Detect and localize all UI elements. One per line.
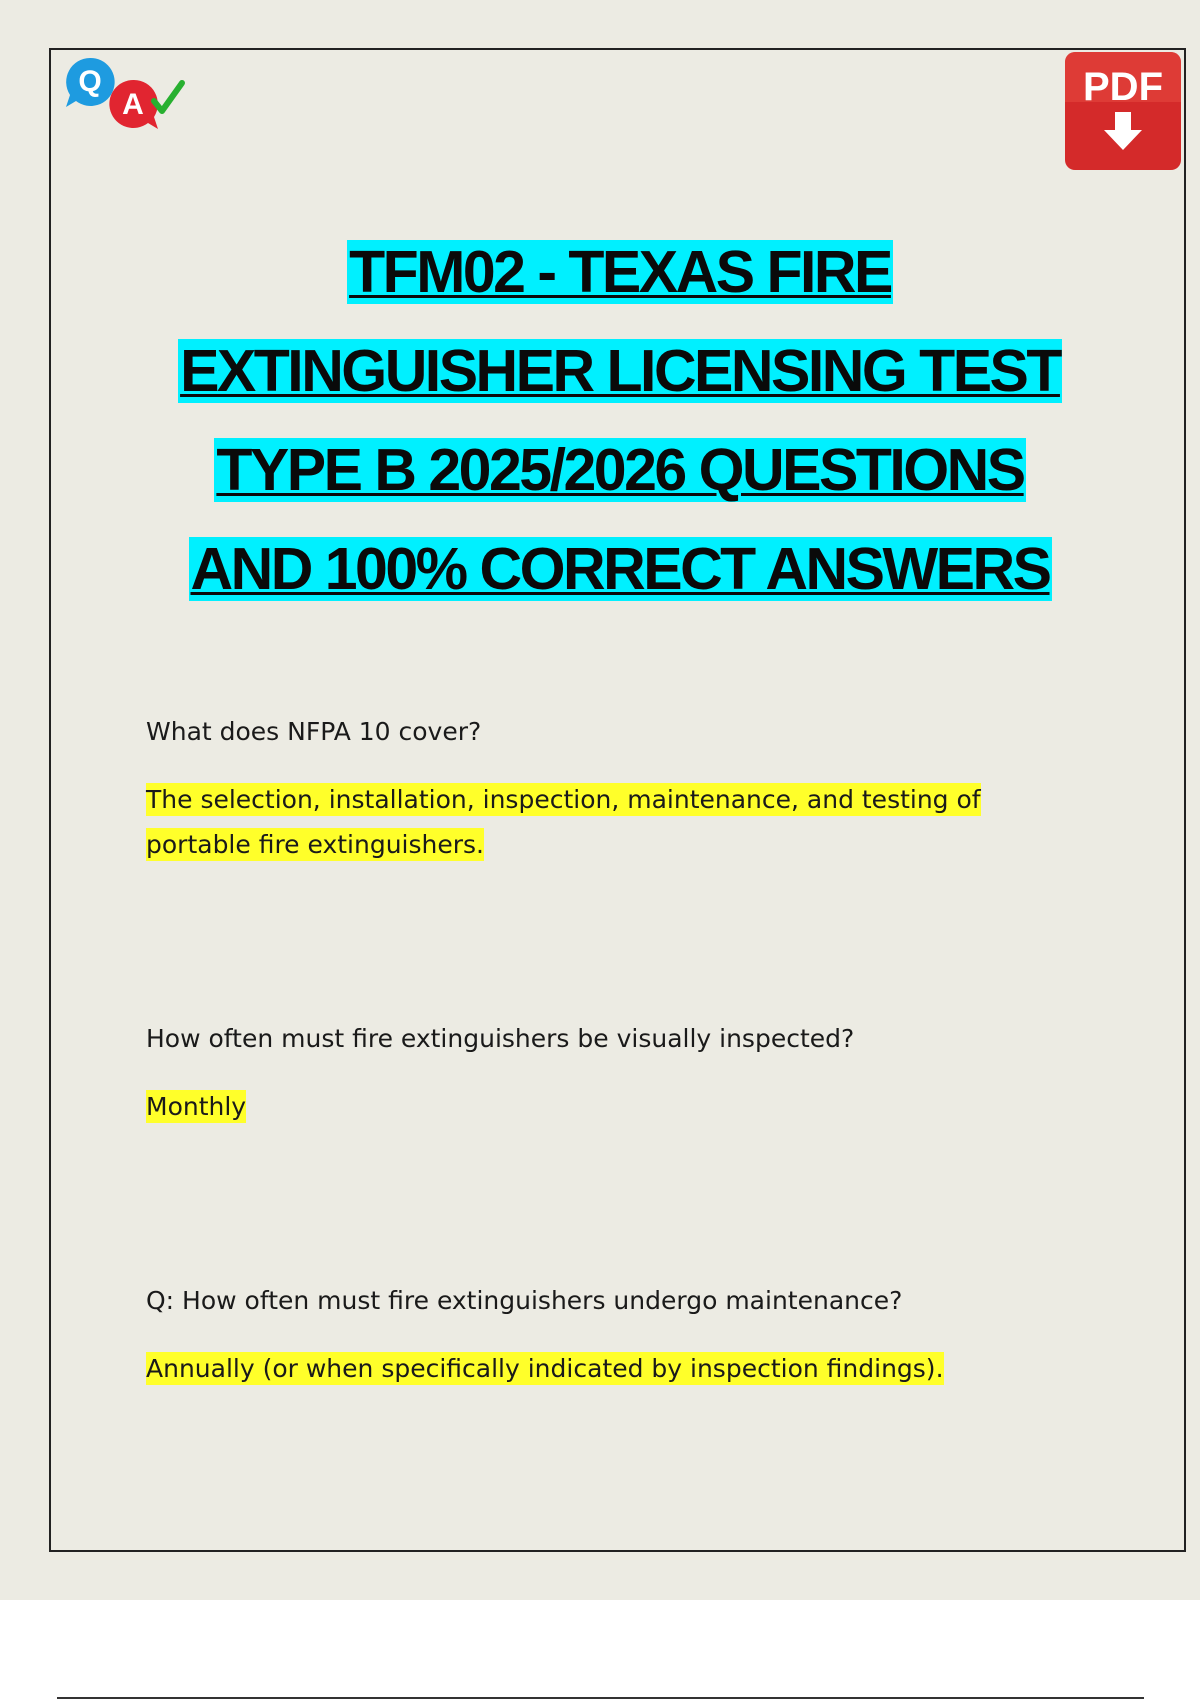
question-text: What does NFPA 10 cover? [146, 717, 482, 746]
title-line-1: TFM02 - TEXAS FIRE [349, 239, 891, 305]
footer-divider [57, 1697, 1144, 1699]
title-line-4: AND 100% CORRECT ANSWERS [190, 536, 1050, 602]
answer-text [146, 1084, 1066, 1129]
answer-text [146, 1346, 1066, 1391]
answer-line: portable fire extinguishers. [146, 830, 485, 859]
question-text: Q: How often must fire extinguishers undergo maintenance? [146, 1286, 903, 1315]
pdf-download-icon[interactable] [1063, 50, 1183, 174]
pdf-label: PDF [1083, 65, 1163, 109]
title-line-2: EXTINGUISHER LICENSING TEST [180, 338, 1060, 404]
document-title [100, 240, 1140, 636]
qa-item-2 [146, 1022, 1066, 1129]
qa-item-3 [146, 1284, 1066, 1391]
answer-line: The selection, installation, inspection, maintenance, and testing of [146, 785, 981, 814]
answer-line: Annually (or when specifically indicated by inspection findings). [146, 1354, 944, 1383]
qa-item-1 [146, 715, 1066, 867]
question-text: How often must fire extinguishers be visually inspected? [146, 1024, 855, 1053]
title-line-3: TYPE B 2025/2026 QUESTIONS [216, 437, 1024, 503]
checkmark-icon [154, 83, 182, 111]
logo-q-letter: Q [78, 65, 102, 98]
qa-logo-icon [64, 56, 188, 132]
answer-line: Monthly [146, 1092, 247, 1121]
answer-text [146, 777, 1066, 867]
logo-a-letter: A [122, 88, 144, 121]
